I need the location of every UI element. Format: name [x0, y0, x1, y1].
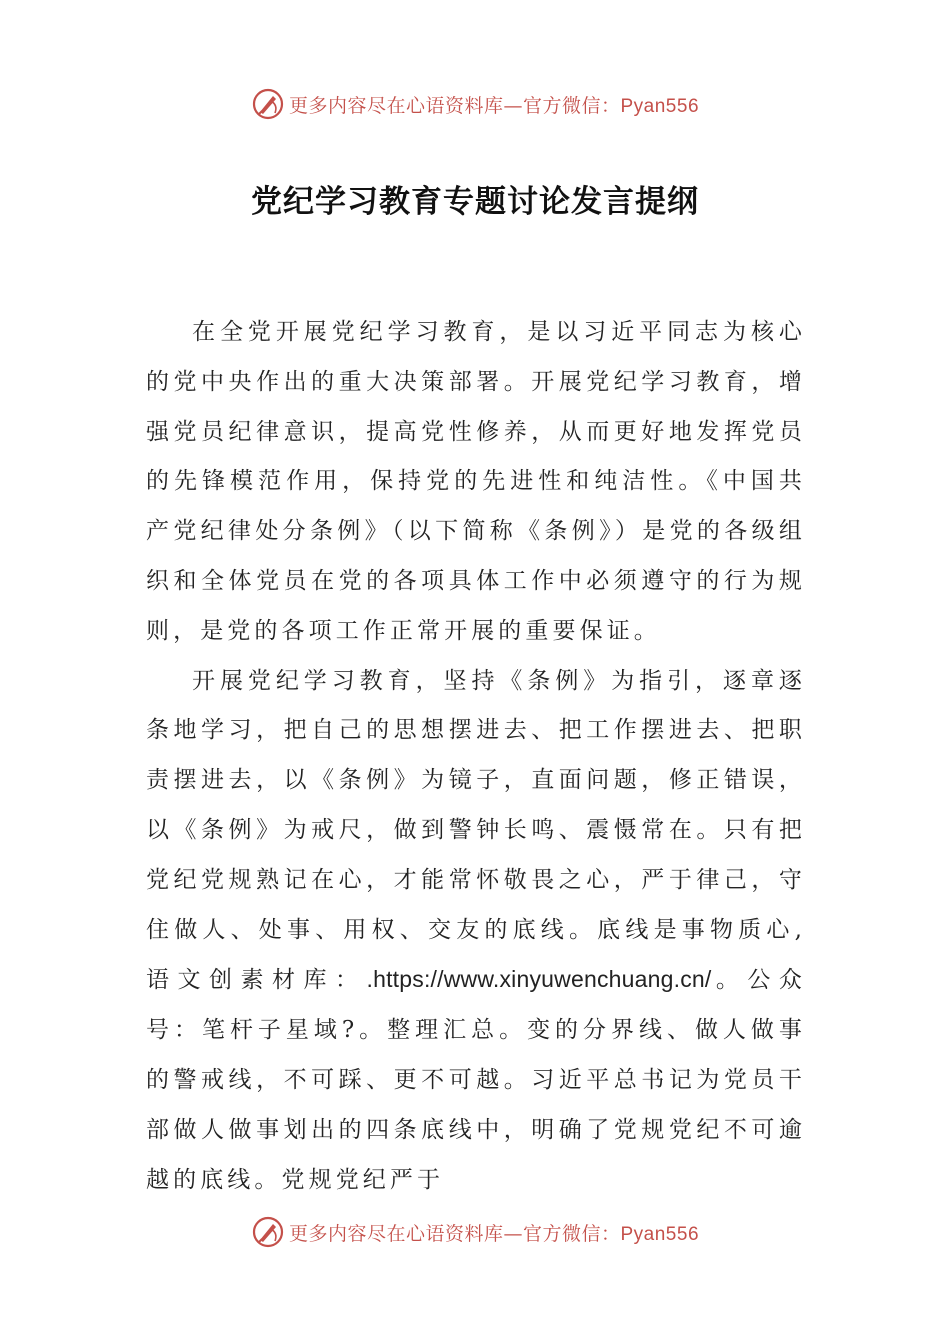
watermark-dash: —	[503, 94, 523, 117]
page-title: 党纪学习教育专题讨论发言提纲	[251, 184, 699, 220]
footer-watermark	[0, 1212, 950, 1252]
document-body	[146, 308, 806, 1205]
paragraph-2-part-2: 。公众号：笔杆子星域?。整理汇总。变的分界线、做人做事的警戒线，不可踩、更不可越。习近平总书记为党员干部做人做事划出的四条底线中，明确了党规党纪不可逾越的底线。党规党纪严于	[146, 967, 806, 1193]
watermark-text	[289, 91, 699, 118]
watermark-text	[289, 1219, 699, 1246]
website-link-text: .https://www.xinyuwenchuang.cn/	[366, 966, 712, 993]
watermark-label: 官方微信：	[522, 94, 621, 117]
paragraph-1: 在全党开展党纪学习教育，是以习近平同志为核心的党中央作出的重大决策部署。开展党纪学习教育，增强党员纪律意识，提高党性修养，从而更好地发挥党员的先锋模范作用，保持党的先进性和纯洁性。《中国共产党纪律处分条例》（以下简称《条例》）是党的各级组织和全体党员在党的各项具体工作中必须遵守的行为规则，是党的各项工作正常开展的重要保证。	[146, 319, 806, 644]
watermark-label: 官方微信：	[522, 1222, 621, 1245]
watermark-wechat-id: Pyan556	[620, 1223, 700, 1245]
paragraph-2-part-1: 开展党纪学习教育，坚持《条例》为指引，逐章逐条地学习，把自己的思想摆进去、把工作摆进去、把职责摆进去，以《条例》为镜子，直面问题，修正错误，以《条例》为戒尺，做到警钟长鸣、震慑常在。只有把党纪党规熟记在心，才能常怀敬畏之心，严于律己，守住做人、处事、用权、交友的底线。底线是事物质心,语文创素材库：	[146, 667, 806, 994]
watermark-wechat-id: Pyan556	[620, 95, 700, 117]
watermark-dash: —	[503, 1222, 523, 1245]
watermark-main: 更多内容尽在心语资料库	[288, 1222, 504, 1245]
watermark-main: 更多内容尽在心语资料库	[288, 94, 504, 117]
header-watermark	[0, 84, 950, 124]
paragraph-2	[146, 657, 806, 1206]
quill-pen-logo-icon	[251, 1215, 285, 1249]
quill-pen-logo-icon	[251, 87, 285, 121]
